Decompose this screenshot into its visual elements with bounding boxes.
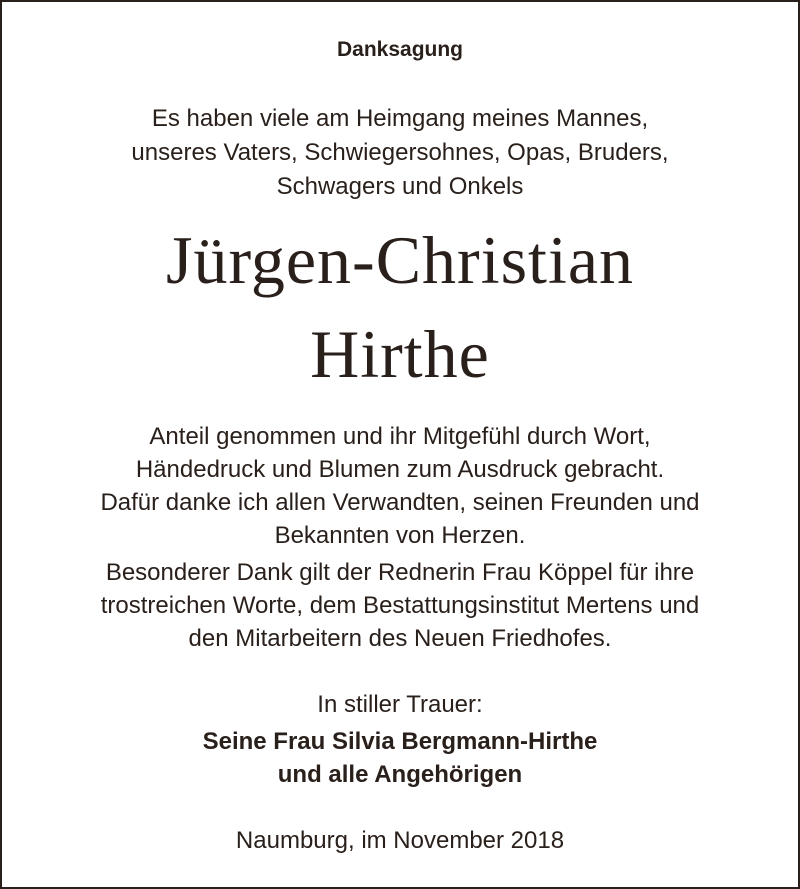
body-line: Händedruck und Blumen zum Ausdruck gebracht. [135, 456, 665, 483]
body-line: Dafür danke ich allen Verwandten, seinen Freunden und [100, 489, 700, 516]
deceased-last-name: Hirthe [310, 316, 490, 392]
intro-line: Schwagers und Onkels [276, 173, 524, 200]
intro-line: unseres Vaters, Schwiegersohnes, Opas, Bruders, [131, 139, 669, 166]
mourning-intro: In stiller Trauer: [317, 691, 483, 718]
notice-heading: Danksagung [336, 38, 464, 61]
body-line: trostreichen Worte, dem Bestattungsinstitut Mertens und [100, 592, 700, 619]
body-line: den Mitarbeitern des Neuen Friedhofes. [188, 625, 612, 652]
signer-line: und alle Angehörigen [277, 761, 523, 788]
body-line: Besonderer Dank gilt der Rednerin Frau Köppel für ihre [105, 559, 695, 586]
signer-line: Seine Frau Silvia Bergmann-Hirthe [202, 728, 598, 755]
body-line: Anteil genommen und ihr Mitgefühl durch Wort, [149, 423, 651, 450]
body-line: Bekannten von Herzen. [274, 522, 526, 549]
place-date: Naumburg, im November 2018 [235, 827, 565, 854]
deceased-first-name: Jürgen-Christian [165, 222, 635, 298]
intro-line: Es haben viele am Heimgang meines Mannes, [151, 105, 649, 132]
